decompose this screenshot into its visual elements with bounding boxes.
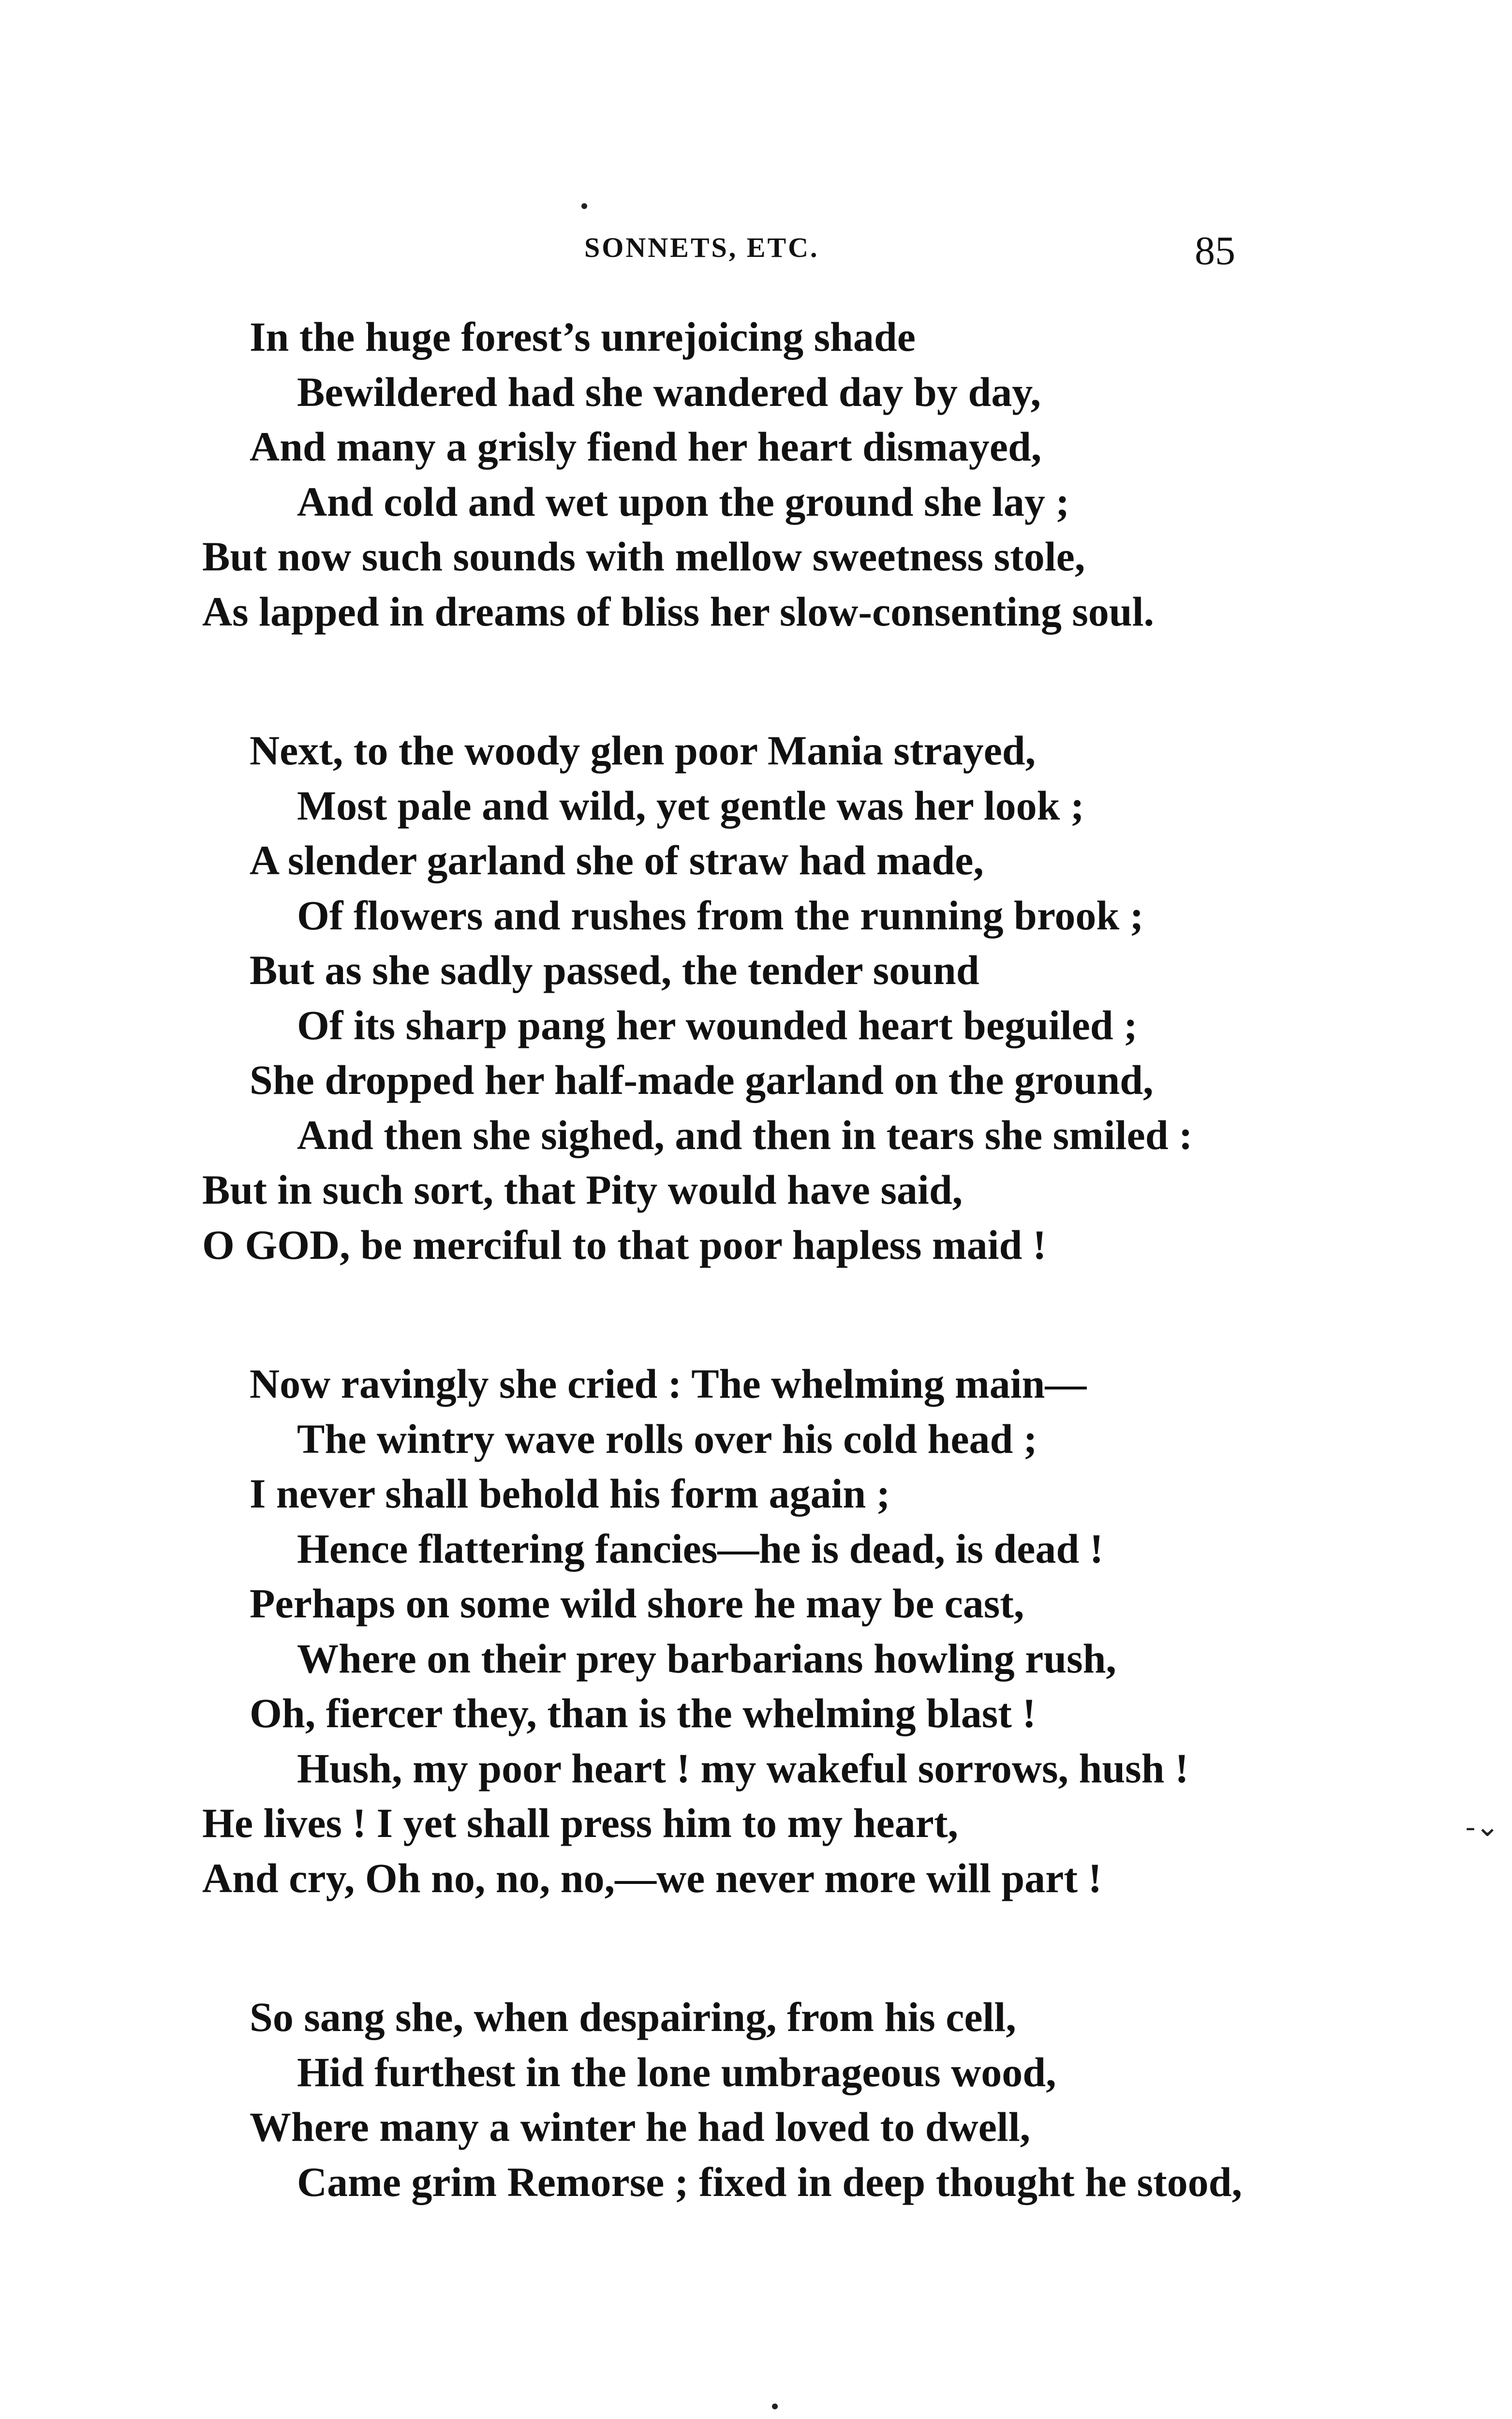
verse-line: Most pale and wild, yet gentle was her look ; xyxy=(297,782,1084,829)
poem-text xyxy=(0,310,1512,2294)
verse-line: Hence flattering fancies—he is dead, is dead ! xyxy=(297,1525,1104,1572)
verse-line: And then she sighed, and then in tears she smiled : xyxy=(297,1111,1193,1158)
verse-line: Where many a winter he had loved to dwell, xyxy=(250,2104,1031,2150)
verse-line: Now ravingly she cried : The whelming main— xyxy=(250,1360,1087,1407)
page-header xyxy=(0,227,1512,281)
verse-line: She dropped her half-made garland on the ground, xyxy=(250,1057,1154,1103)
verse-line: Bewildered had she wandered day by day, xyxy=(297,368,1041,415)
print-speck xyxy=(772,2404,778,2409)
verse-line: And cold and wet upon the ground she lay ; xyxy=(297,478,1069,525)
running-head: SONNETS, ETC. xyxy=(584,232,819,263)
verse-line: Where on their prey barbarians howling rush, xyxy=(297,1635,1116,1682)
verse-line: Perhaps on some wild shore he may be cast, xyxy=(250,1580,1024,1627)
verse-line: But now such sounds with mellow sweetness stole, xyxy=(202,533,1085,580)
stanza xyxy=(0,1357,1512,1906)
stanza xyxy=(0,723,1512,1272)
verse-line: Hush, my poor heart ! my wakeful sorrows, hush ! xyxy=(297,1745,1189,1792)
verse-line: The wintry wave rolls over his cold head ; xyxy=(297,1415,1038,1462)
verse-line: Came grim Remorse ; fixed in deep thought he stood, xyxy=(297,2158,1242,2205)
verse-line: He lives ! I yet shall press him to my heart, xyxy=(202,1800,958,1846)
stanza xyxy=(0,1990,1512,2210)
verse-line: Of flowers and rushes from the running brook ; xyxy=(297,892,1144,939)
verse-line: So sang she, when despairing, from his cell, xyxy=(250,1994,1016,2040)
stray-print-mark: -⌄ xyxy=(1466,1810,1500,1842)
verse-line: As lapped in dreams of bliss her slow-consenting soul. xyxy=(202,588,1155,635)
verse-line: Hid furthest in the lone umbrageous wood, xyxy=(297,2048,1056,2095)
verse-line: A slender garland she of straw had made, xyxy=(250,837,984,883)
verse-line: But as she sadly passed, the tender sound xyxy=(250,947,979,993)
stanza xyxy=(0,310,1512,639)
verse-line: Of its sharp pang her wounded heart beguiled ; xyxy=(297,1001,1138,1048)
verse-line: And cry, Oh no, no, no,—we never more will part ! xyxy=(202,1854,1102,1901)
verse-line: I never shall behold his form again ; xyxy=(250,1470,890,1517)
verse-line: And many a grisly fiend her heart dismayed, xyxy=(250,423,1042,470)
verse-line: In the huge forest’s unrejoicing shade xyxy=(250,314,916,360)
print-speck xyxy=(581,203,587,209)
verse-line: Next, to the woody glen poor Mania strayed, xyxy=(250,727,1036,774)
verse-line: Oh, fiercer they, than is the whelming blast ! xyxy=(250,1690,1037,1736)
page-number: 85 xyxy=(1195,228,1235,273)
verse-line: But in such sort, that Pity would have said, xyxy=(202,1166,963,1213)
verse-line: O GOD, be merciful to that poor hapless maid ! xyxy=(202,1221,1047,1268)
